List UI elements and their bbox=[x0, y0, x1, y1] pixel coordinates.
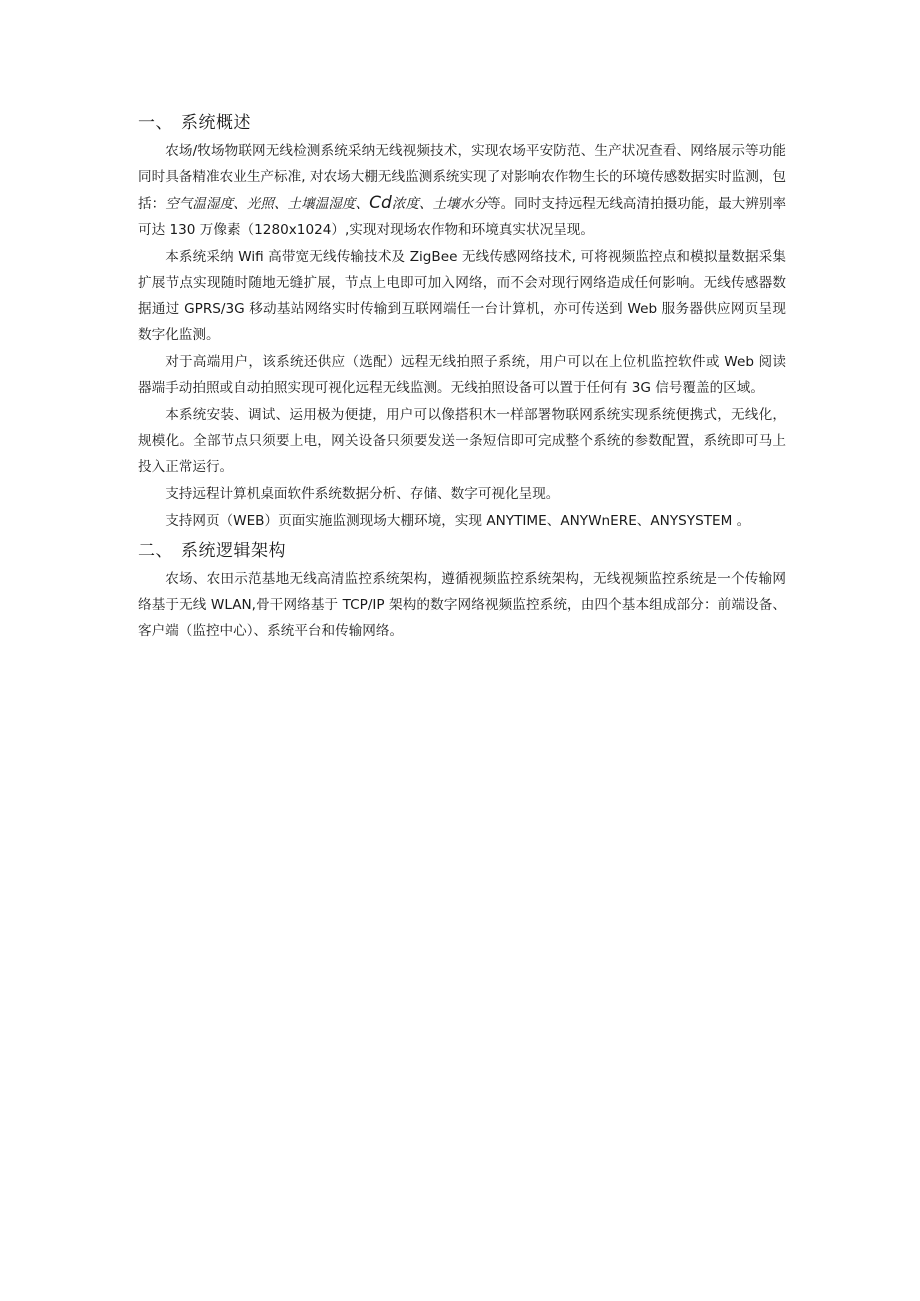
paragraph: 支持远程计算机桌面软件系统数据分析、存储、数字可视化呈现。 bbox=[165, 486, 560, 502]
paragraph: 农场、农田示范基地无线高清监控系统架构，遵循视频监控系统架构，无线视频监控系统是一个传输网络基于无线 WLAN,骨干网络基于 TCP/IP 架构的数字网络视频监控系统，由四个基本组成部分：前端设备、客户端（监控中心）、系统平台和传输网络。 bbox=[138, 571, 786, 639]
section-number: 二、 bbox=[138, 541, 173, 561]
section-heading bbox=[138, 538, 786, 564]
paragraph-text: 农场/牧场物联网无线检测系统采纳无线视频技术，实现农场平安防范、生产状况查看、网络展示等功能同时具备精准农业生产标准, 对农场大棚无线监测系统实现了对影响农作物生长的环境传感数据实时监测，包括： bbox=[138, 143, 786, 212]
document-page bbox=[138, 110, 786, 645]
paragraph bbox=[138, 138, 786, 243]
section-number: 一、 bbox=[138, 113, 173, 133]
paragraph: 支持网页（WEB）页面实施监测现场大棚环境，实现 ANYTIME、ANYWnERE、ANYSYSTEM 。 bbox=[165, 513, 751, 529]
section-logical-architecture bbox=[138, 538, 786, 644]
paragraph: 本系统采纳 Wifi 高带宽无线传输技术及 ZigBee 无线传感网络技术, 可将视频监控点和模拟量数据采集扩展节点实现随时随地无缝扩展，节点上电即可加入网络，而不会对现行网络造成任何影响。无线传感器数据通过 GPRS/3G 移动基站网络实时传输到互联网端任一台计算机，亦可传送到 Web 服务器供应网页呈现数字化监测。 bbox=[138, 249, 786, 343]
section-title: 系统概述 bbox=[181, 113, 251, 133]
paragraph-text: 等。同时支持远程无线高清拍摄功能，最大辨别率可达 130 万像素（1280x1024）,实现对现场农作物和环境真实状况呈现。 bbox=[138, 196, 787, 238]
section-heading bbox=[138, 110, 786, 136]
paragraph-italic-text: 浓度、土壤水分 bbox=[391, 196, 487, 212]
paragraph-italic-text: 空气温湿度、光照、土壤温湿度、 bbox=[165, 196, 370, 212]
section-title: 系统逻辑架构 bbox=[181, 541, 286, 561]
paragraph-italic-text: Cd bbox=[369, 193, 392, 213]
paragraph: 对于高端用户，该系统还供应（选配）远程无线拍照子系统，用户可以在上位机监控软件或 Web 阅读器端手动拍照或自动拍照实现可视化远程无线监测。无线拍照设备可以置于任何有 3G 信号覆盖的区域。 bbox=[138, 354, 786, 396]
section-overview bbox=[138, 110, 786, 534]
paragraph: 本系统安装、调试、运用极为便捷，用户可以像搭积木一样部署物联网系统实现系统便携式，无线化，规模化。全部节点只须要上电，网关设备只须要发送一条短信即可完成整个系统的参数配置，系统即可马上投入正常运行。 bbox=[138, 407, 786, 475]
